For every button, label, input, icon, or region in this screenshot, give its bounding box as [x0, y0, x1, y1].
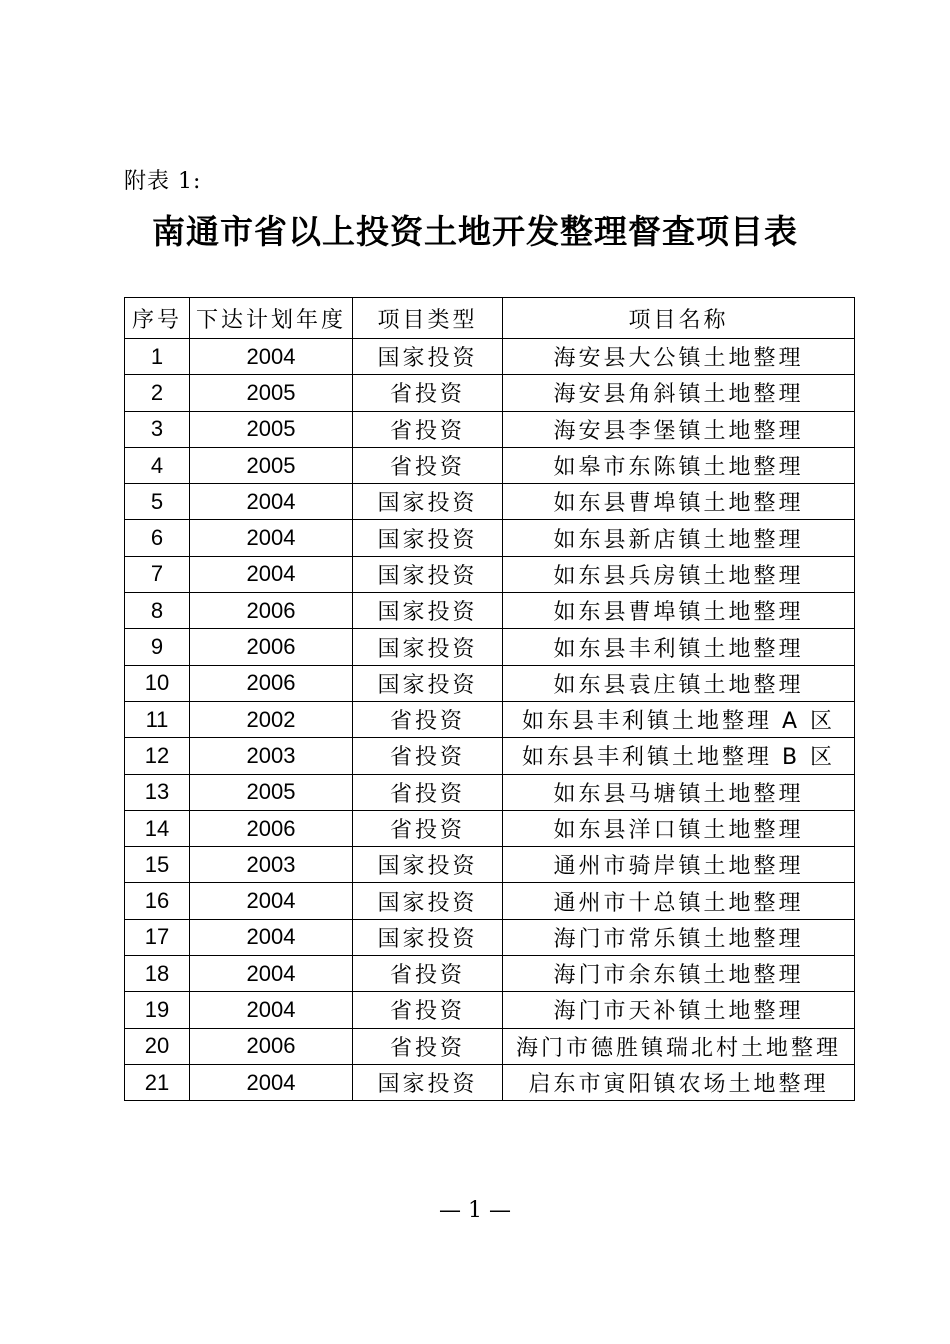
table-row	[125, 992, 855, 1028]
document-title: 南通市省以上投资土地开发整理督查项目表	[152, 212, 798, 251]
cell-type: 省投资	[353, 447, 503, 483]
cell-name: 如东县丰利镇土地整理 A 区	[503, 701, 855, 737]
table-row	[125, 484, 855, 520]
cell-index: 1	[125, 339, 190, 375]
cell-index: 18	[125, 956, 190, 992]
cell-type: 国家投资	[353, 629, 503, 665]
cell-index: 21	[125, 1064, 190, 1100]
cell-name: 如东县兵房镇土地整理	[503, 556, 855, 592]
cell-name: 如东县袁庄镇土地整理	[503, 665, 855, 701]
cell-index: 12	[125, 738, 190, 774]
attachment-label: 附表 1:	[124, 169, 202, 194]
cell-index: 7	[125, 556, 190, 592]
cell-type: 省投资	[353, 774, 503, 810]
cell-year: 2004	[190, 484, 353, 520]
table-row	[125, 447, 855, 483]
cell-type: 省投资	[353, 992, 503, 1028]
cell-type: 国家投资	[353, 484, 503, 520]
cell-index: 11	[125, 701, 190, 737]
cell-year: 2004	[190, 919, 353, 955]
cell-name: 如东县曹埠镇土地整理	[503, 484, 855, 520]
table-row	[125, 883, 855, 919]
cell-type: 省投资	[353, 810, 503, 846]
cell-year: 2004	[190, 520, 353, 556]
cell-index: 13	[125, 774, 190, 810]
cell-name: 如东县曹埠镇土地整理	[503, 593, 855, 629]
cell-year: 2006	[190, 1028, 353, 1064]
table-row	[125, 1028, 855, 1064]
table-row	[125, 701, 855, 737]
cell-index: 15	[125, 847, 190, 883]
cell-year: 2005	[190, 411, 353, 447]
cell-index: 6	[125, 520, 190, 556]
table-row	[125, 774, 855, 810]
cell-type: 国家投资	[353, 556, 503, 592]
cell-year: 2006	[190, 629, 353, 665]
table-row	[125, 1064, 855, 1100]
table-row	[125, 810, 855, 846]
cell-type: 国家投资	[353, 919, 503, 955]
cell-index: 16	[125, 883, 190, 919]
cell-index: 17	[125, 919, 190, 955]
cell-year: 2004	[190, 556, 353, 592]
cell-year: 2003	[190, 738, 353, 774]
cell-year: 2005	[190, 375, 353, 411]
column-header-type: 项目类型	[353, 298, 503, 339]
cell-type: 国家投资	[353, 665, 503, 701]
cell-name: 海门市德胜镇瑞北村土地整理	[503, 1028, 855, 1064]
cell-year: 2003	[190, 847, 353, 883]
table-row	[125, 375, 855, 411]
cell-type: 省投资	[353, 411, 503, 447]
cell-year: 2006	[190, 593, 353, 629]
cell-name: 海安县大公镇土地整理	[503, 339, 855, 375]
cell-index: 14	[125, 810, 190, 846]
cell-type: 省投资	[353, 956, 503, 992]
column-header-year: 下达计划年度	[190, 298, 353, 339]
cell-index: 9	[125, 629, 190, 665]
cell-index: 19	[125, 992, 190, 1028]
table-header-row	[125, 298, 855, 339]
cell-year: 2004	[190, 1064, 353, 1100]
cell-index: 20	[125, 1028, 190, 1064]
cell-type: 国家投资	[353, 847, 503, 883]
cell-index: 10	[125, 665, 190, 701]
cell-name: 如东县新店镇土地整理	[503, 520, 855, 556]
cell-type: 省投资	[353, 738, 503, 774]
cell-name: 如东县丰利镇土地整理	[503, 629, 855, 665]
table-row	[125, 956, 855, 992]
cell-name: 海门市余东镇土地整理	[503, 956, 855, 992]
cell-type: 省投资	[353, 701, 503, 737]
cell-name: 海门市常乐镇土地整理	[503, 919, 855, 955]
table-row	[125, 847, 855, 883]
cell-name: 如东县丰利镇土地整理 B 区	[503, 738, 855, 774]
page-number: — 1 —	[439, 1198, 511, 1223]
table-row	[125, 411, 855, 447]
cell-year: 2004	[190, 956, 353, 992]
cell-type: 国家投资	[353, 883, 503, 919]
cell-name: 海安县角斜镇土地整理	[503, 375, 855, 411]
cell-type: 省投资	[353, 1028, 503, 1064]
table-body	[125, 339, 855, 1101]
cell-index: 8	[125, 593, 190, 629]
cell-type: 国家投资	[353, 520, 503, 556]
cell-type: 国家投资	[353, 593, 503, 629]
cell-name: 通州市十总镇土地整理	[503, 883, 855, 919]
cell-year: 2006	[190, 665, 353, 701]
cell-year: 2004	[190, 339, 353, 375]
cell-year: 2006	[190, 810, 353, 846]
cell-year: 2004	[190, 883, 353, 919]
table-row	[125, 919, 855, 955]
cell-year: 2004	[190, 992, 353, 1028]
cell-name: 如东县马塘镇土地整理	[503, 774, 855, 810]
column-header-name: 项目名称	[503, 298, 855, 339]
cell-type: 国家投资	[353, 339, 503, 375]
cell-name: 如皋市东陈镇土地整理	[503, 447, 855, 483]
cell-name: 通州市骑岸镇土地整理	[503, 847, 855, 883]
project-table	[124, 297, 855, 1101]
table-row	[125, 520, 855, 556]
cell-year: 2002	[190, 701, 353, 737]
cell-year: 2005	[190, 774, 353, 810]
cell-name: 海安县李堡镇土地整理	[503, 411, 855, 447]
column-header-index: 序号	[125, 298, 190, 339]
cell-index: 4	[125, 447, 190, 483]
cell-type: 国家投资	[353, 1064, 503, 1100]
cell-type: 省投资	[353, 375, 503, 411]
cell-index: 2	[125, 375, 190, 411]
cell-index: 3	[125, 411, 190, 447]
table-row	[125, 738, 855, 774]
cell-name: 海门市天补镇土地整理	[503, 992, 855, 1028]
table-row	[125, 593, 855, 629]
table-row	[125, 339, 855, 375]
cell-index: 5	[125, 484, 190, 520]
cell-year: 2005	[190, 447, 353, 483]
cell-name: 启东市寅阳镇农场土地整理	[503, 1064, 855, 1100]
table-row	[125, 556, 855, 592]
table-row	[125, 665, 855, 701]
cell-name: 如东县洋口镇土地整理	[503, 810, 855, 846]
table-row	[125, 629, 855, 665]
